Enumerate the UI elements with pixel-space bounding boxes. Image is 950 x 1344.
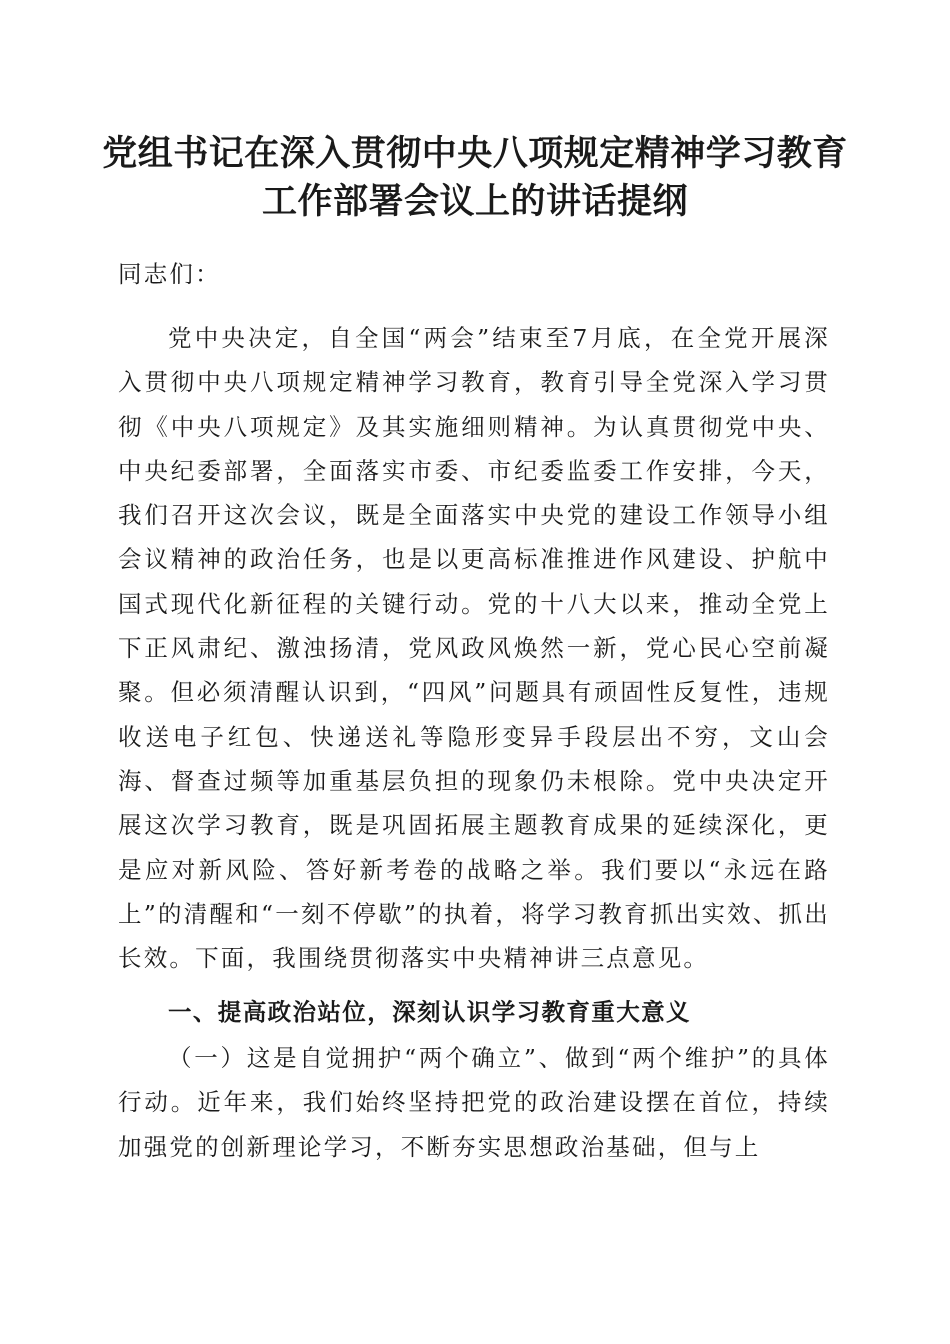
intro-paragraph: 党中央决定，自全国“两会”结束至7月底，在全党开展深入贯彻中央八项规定精神学习教育，教育引导全党深入学习贯彻《中央八项规定》及其实施细则精神。为认真贯彻党中央、中央纪委部署，全面落实市委、市纪委监委工作安排，今天，我们召开这次会议，既是全面落实中央党的建设工作领导小组会议精神的政治任务，也是以更高标准推进作风建设、护航中国式现代化新征程的关键行动。党的十八大以来，推动全党上下正风肃纪、激浊扬清，党风政风焕然一新，党心民心空前凝聚。但必须清醒认识到，“四风”问题具有顽固性反复性，违规收送电子红包、快递送礼等隐形变异手段层出不穷，文山会海、督查过频等加重基层负担的现象仍未根除。党中央决定开展这次学习教育，既是巩固拓展主题教育成果的延续深化，更是应对新风险、答好新考卷的战略之举。我们要以“永远在路上”的清醒和“一刻不停歇”的执着，将学习教育抓出实效、抓出长效。下面，我围绕贯彻落实中央精神讲三点意见。 (118, 324, 830, 973)
section-heading-1: 一、提高政治站位，深刻认识学习教育重大意义 (168, 998, 691, 1026)
document-title: 党组书记在深入贯彻中央八项规定精神学习教育工作部署会议上的讲话提纲 (102, 133, 848, 222)
subsection-paragraph-1: （一）这是自觉拥护“两个确立”、做到“两个维护”的具体行动。近年来，我们始终坚持把党的政治建设摆在首位，持续加强党的创新理论学习，不断夯实思想政治基础，但与上 (118, 1044, 830, 1161)
salutation: 同志们： (118, 260, 221, 288)
